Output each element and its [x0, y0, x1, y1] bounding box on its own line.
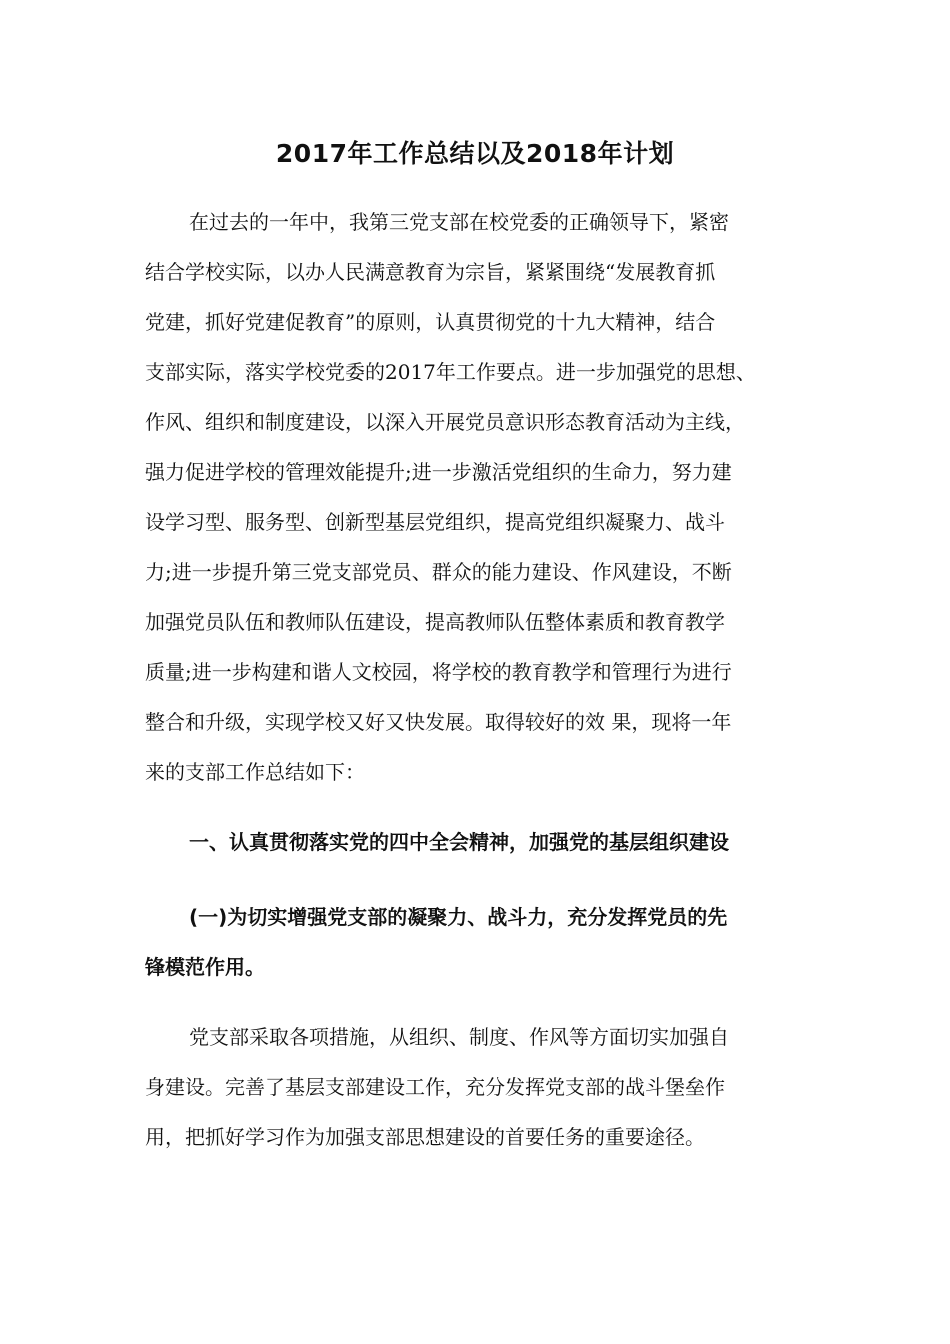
intro-line-9: 加强党员队伍和教师队伍建设，提高教师队伍整体素质和教育教学: [145, 610, 725, 634]
intro-line-8: 力;进一步提升第三党支部党员、群众的能力建设、作风建设，不断: [145, 560, 732, 584]
body-line-2: 身建设。完善了基层支部建设工作，充分发挥党支部的战斗堡垒作: [145, 1075, 725, 1099]
intro-line-10: 质量;进一步构建和谐人文校园，将学校的教育教学和管理行为进行: [145, 660, 732, 684]
intro-line-1: 在过去的一年中，我第三党支部在校党委的正确领导下，紧密: [189, 210, 729, 234]
intro-line-12: 来的支部工作总结如下：: [145, 760, 365, 784]
subsection-heading-line-2: 锋模范作用。: [145, 955, 265, 979]
body-line-1: 党支部采取各项措施，从组织、制度、作风等方面切实加强自: [189, 1025, 729, 1049]
body-line-3: 用，把抓好学习作为加强支部思想建设的首要任务的重要途径。: [145, 1125, 705, 1149]
intro-line-5: 作风、组织和制度建设，以深入开展党员意识形态教育活动为主线，: [145, 410, 745, 434]
intro-line-3: 党建，抓好党建促教育”的原则，认真贯彻党的十九大精神，结合: [145, 310, 716, 334]
intro-line-7: 设学习型、服务型、创新型基层党组织，提高党组织凝聚力、战斗: [145, 510, 725, 534]
intro-line-2: 结合学校实际，以办人民满意教育为宗旨，紧紧围绕“发展教育抓: [145, 260, 716, 284]
section-heading-1: 一、认真贯彻落实党的四中全会精神，加强党的基层组织建设: [189, 830, 729, 854]
document-title: 2017年工作总结以及2018年计划: [275, 139, 675, 168]
subsection-heading-line-1: (一)为切实增强党支部的凝聚力、战斗力，充分发挥党员的先: [189, 905, 728, 929]
intro-line-4: 支部实际，落实学校党委的2017年工作要点。进一步加强党的思想、: [145, 360, 756, 384]
intro-line-11: 整合和升级，实现学校又好又快发展。取得较好的效 果，现将一年: [145, 710, 732, 734]
intro-line-6: 强力促进学校的管理效能提升;进一步激活党组织的生命力，努力建: [145, 460, 732, 484]
